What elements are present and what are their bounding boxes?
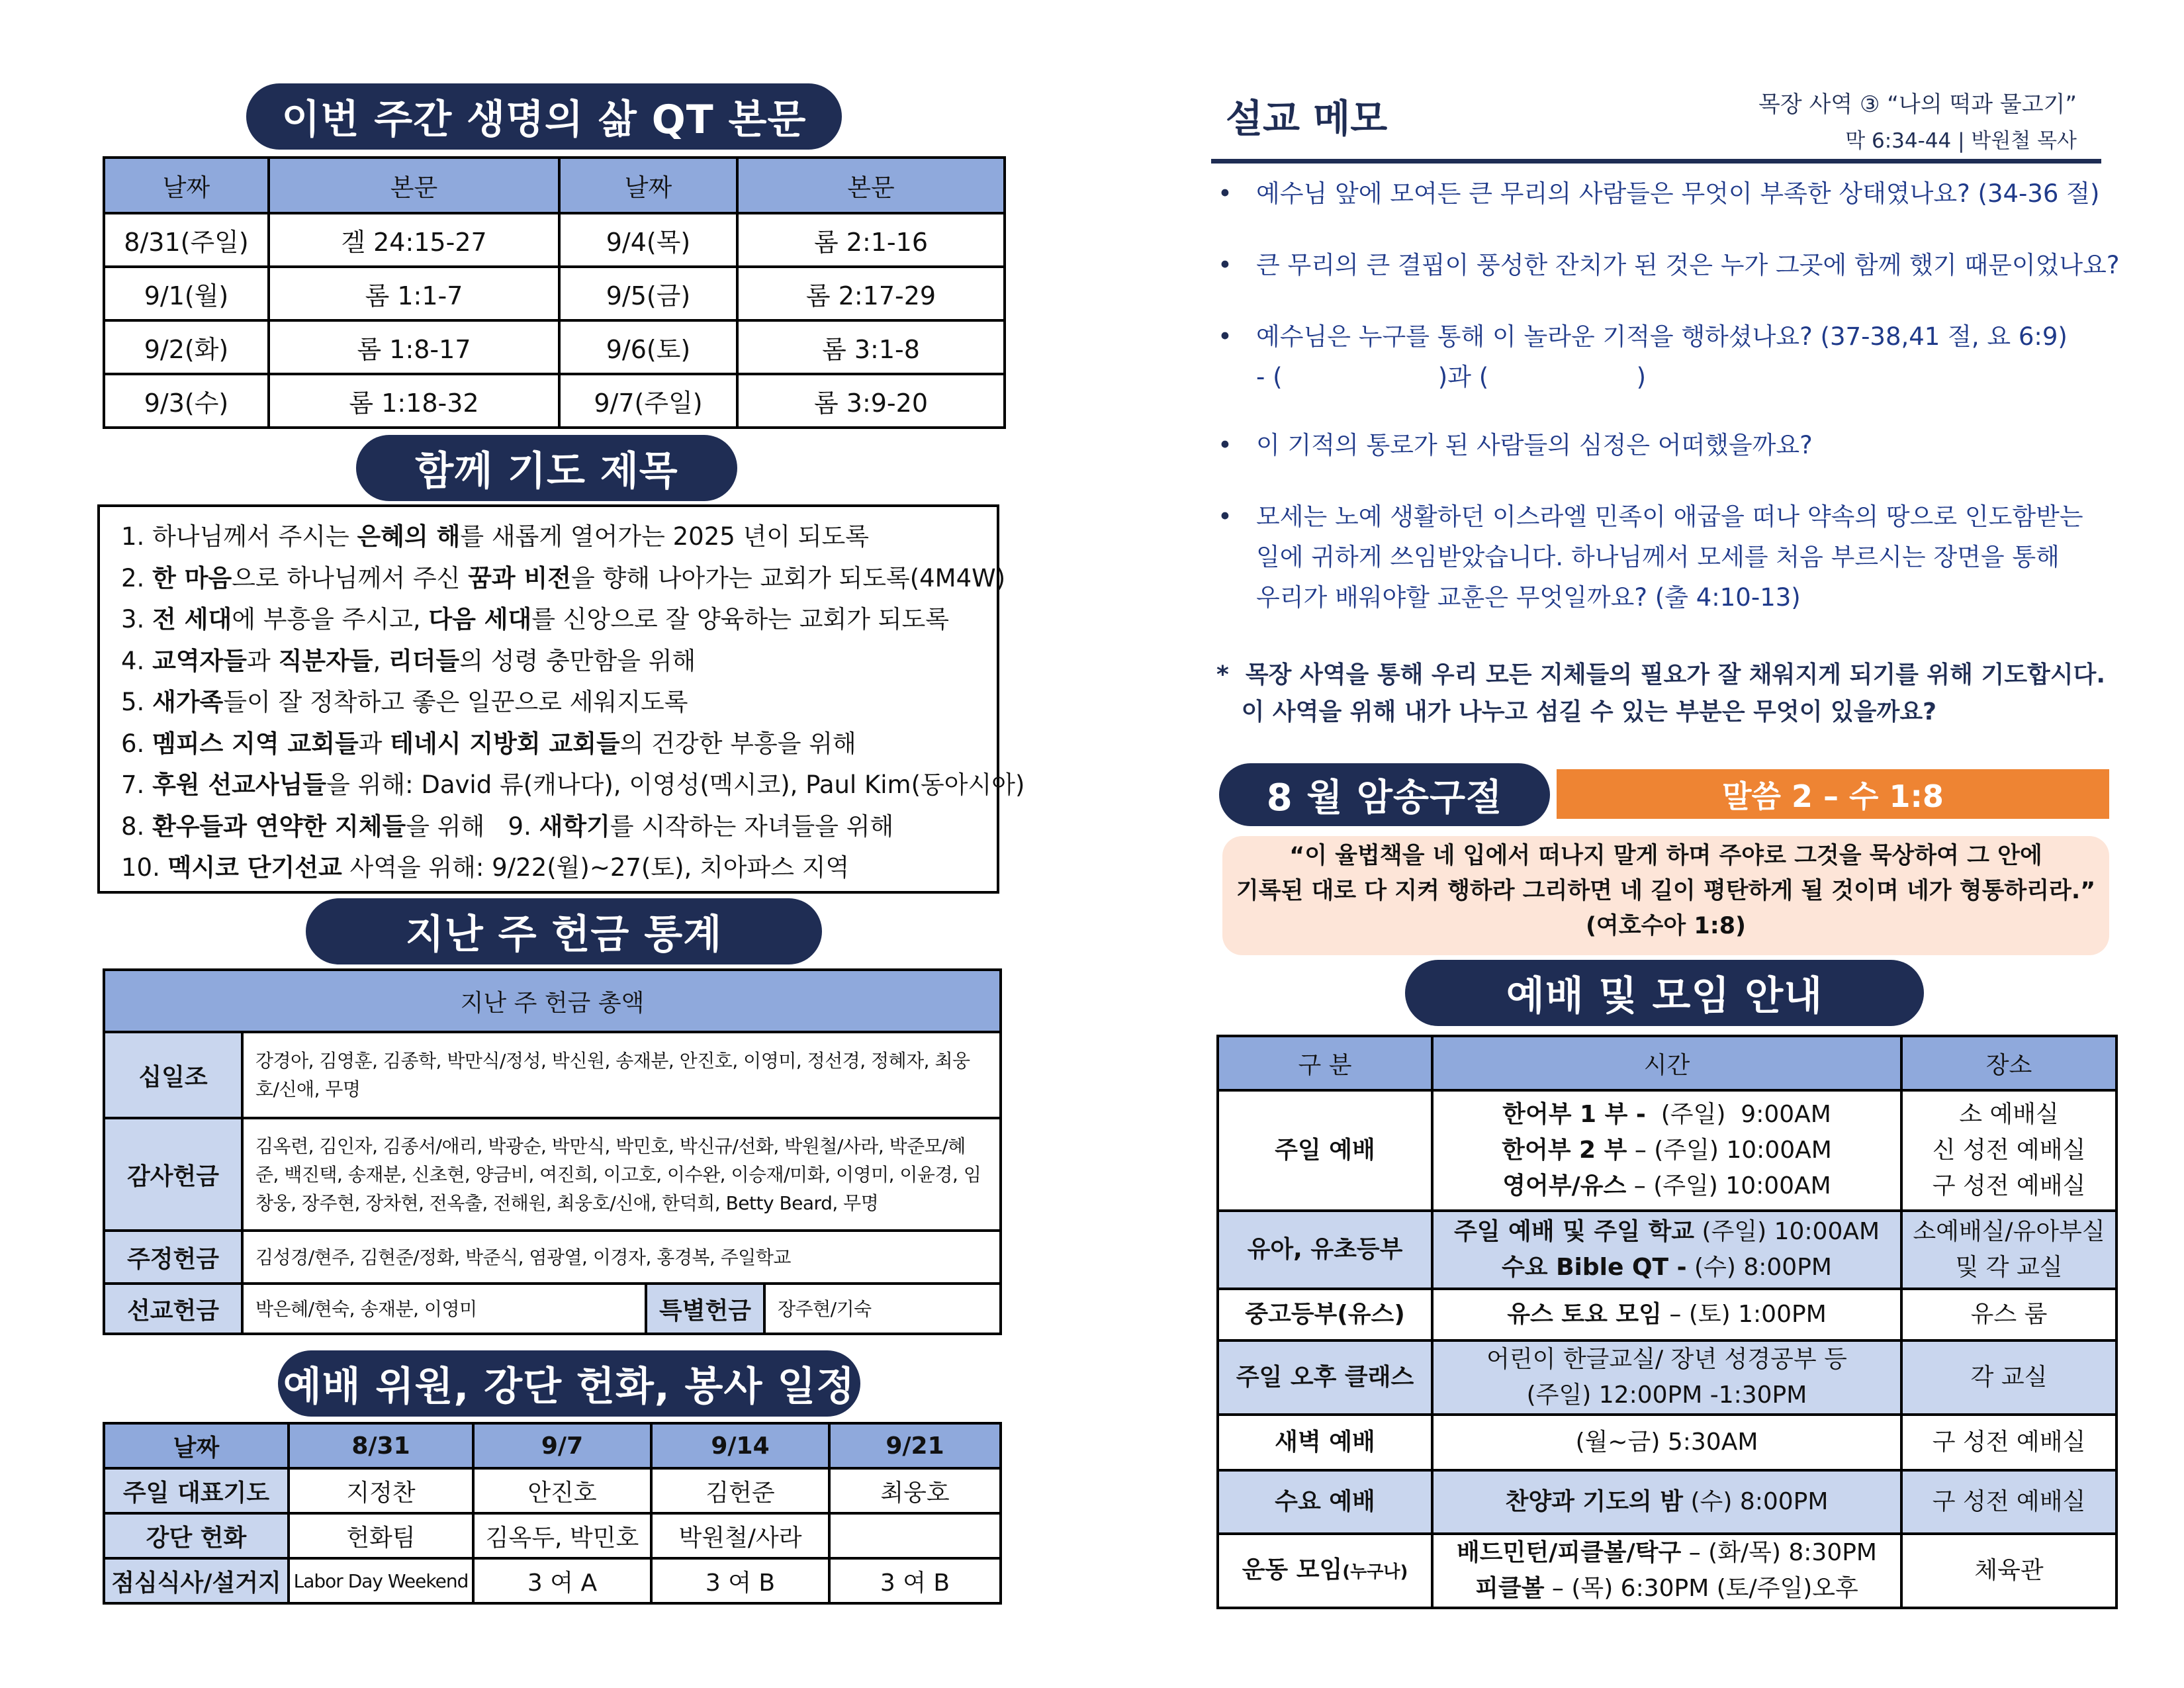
worship-label-text: 새벽 예배 (1275, 1429, 1375, 1456)
worship-place-line: 구 성전 예배실 (1932, 1172, 2086, 1199)
worship-label-text: 유아, 유초등부 (1247, 1236, 1403, 1263)
worship-header: 장소 (1901, 1036, 2116, 1090)
prayer-item (121, 599, 997, 641)
qt-cell: 롬 2:17-29 (737, 267, 1005, 320)
worship-label (1218, 1415, 1432, 1470)
prayer-text: 새학기 (539, 812, 610, 841)
worship-time-text: 어린이 한글교실/ 장년 성경공부 등 (1486, 1346, 1847, 1373)
table-row (104, 1558, 1001, 1603)
worship-label (1218, 1090, 1432, 1211)
table-row (1218, 1340, 2116, 1415)
worship-place (1901, 1470, 2116, 1534)
table-row (104, 1284, 1001, 1334)
worship-time-line (1433, 1297, 1900, 1333)
prayer-item (121, 641, 997, 682)
worship-time (1432, 1534, 1901, 1608)
prayer-item (121, 765, 1025, 806)
question-line: 예수님 앞에 모여든 큰 무리의 사람들은 무엇이 부족한 상태였나요? (34-36 절) (1256, 179, 2100, 208)
vol-cell: 3 여 B (651, 1558, 829, 1603)
prayer-text: 를 시작하는 자녀들을 위해 (610, 812, 894, 841)
prayer-text: 은혜의 해 (357, 522, 461, 551)
vol-header: 8/31 (289, 1423, 473, 1468)
worship-label (1218, 1470, 1432, 1534)
prayer-text: 6. (121, 729, 153, 758)
worship-place (1901, 1211, 2116, 1289)
prayer-text: 다음 세대 (428, 605, 532, 633)
qt-cell: 롬 1:8-17 (269, 320, 559, 374)
table-row (1218, 1534, 2116, 1608)
prayer-item (121, 516, 997, 558)
sermon-question (1218, 496, 2105, 618)
prayer-text: 직분자들 (278, 646, 373, 675)
memo-divider (1211, 159, 2101, 164)
prayer-list (97, 504, 1025, 894)
prayer-text: 테네시 지방회 교회들 (390, 729, 620, 758)
worship-time-text: 영어부/유스 (1502, 1172, 1627, 1199)
qt-cell: 8/31(주일) (104, 213, 269, 267)
table-row (1218, 1289, 2116, 1340)
prayer-text: 과 (358, 729, 390, 758)
qt-cell: 9/3(수) (104, 374, 269, 428)
prayer-text: 멕시코 단기선교 (167, 853, 342, 882)
worship-time-text: (수) 8:00PM (1686, 1254, 1832, 1281)
qt-cell: 롬 1:18-32 (269, 374, 559, 428)
tithe-names: 강경아, 김영훈, 김종학, 박만식/정성, 박신원, 송재분, 안진호, 이영미, 정선경, 정혜자, 최웅호/신애, 무명 (242, 1032, 1001, 1118)
worship-time-text: – (목) 6:30PM (토/주일)오후 (1544, 1575, 1858, 1602)
worship-time (1432, 1340, 1901, 1415)
verse-reference-bar: 말씀 2 – 수 1:8 (1557, 769, 2109, 819)
table-row (104, 267, 1005, 320)
table-row (1218, 1211, 2116, 1289)
worship-time (1432, 1289, 1901, 1340)
memo-note (1216, 657, 2105, 731)
qt-cell: 9/7(주일) (559, 374, 737, 428)
worship-time (1432, 1211, 1901, 1289)
prayer-text: 을 위해: David 류(캐나다), 이영성(멕시코), Paul Kim(동아시아) (326, 771, 1025, 799)
vol-cell: 박원철/사라 (651, 1513, 829, 1558)
worship-time-line (1433, 1378, 1900, 1413)
prayer-text: 1. 하나님께서 주시는 (121, 522, 357, 551)
mission-label: 선교헌금 (104, 1284, 242, 1334)
worship-place-line: 각 교실 (1970, 1364, 2048, 1391)
worship-label-text: 주일 오후 클래스 (1236, 1364, 1414, 1391)
thanks-label: 감사헌금 (104, 1118, 242, 1231)
worship-label-text: 중고등부(유스) (1245, 1301, 1405, 1328)
vol-cell: Labor Day Weekend (289, 1558, 473, 1603)
qt-header-row (104, 158, 1005, 213)
tithe-label: 십일조 (104, 1032, 242, 1118)
qt-cell: 9/4(목) (559, 213, 737, 267)
worship-time (1432, 1470, 1901, 1534)
table-row (104, 970, 1001, 1032)
vol-cell: 헌화팀 (289, 1513, 473, 1558)
qt-header: 날짜 (104, 158, 269, 213)
qt-cell: 롬 3:9-20 (737, 374, 1005, 428)
worship-time-text: (수) 8:00PM (1683, 1488, 1829, 1515)
question-line: 큰 무리의 큰 결핍이 풍성한 잔치가 된 것은 누가 그곳에 함께 했기 때문이었나요? (1256, 251, 2120, 279)
verse-line: 기록된 대로 다 지켜 행하라 그리하면 네 길이 평탄하게 될 것이며 네가 형통하리라.” (1236, 878, 2096, 904)
vol-cell: 최웅호 (829, 1468, 1001, 1513)
worship-time-text: – (화/목) 8:30PM (1681, 1539, 1877, 1566)
prayer-item (121, 847, 997, 889)
worship-time-text: 한어부 2 부 (1502, 1137, 1627, 1164)
sermon-question (1218, 245, 2120, 285)
volunteer-table (103, 1422, 1002, 1605)
question-line: 일에 귀하게 쓰임받았습니다. 하나님께서 모세를 처음 부르시는 장면을 통해 (1256, 543, 2060, 571)
table-row (1218, 1470, 2116, 1534)
prayer-text: 를 신앙으로 잘 양육하는 교회가 되도록 (531, 605, 949, 633)
worship-time-line (1433, 1535, 1900, 1571)
worship-place-line: 구 성전 예배실 (1932, 1429, 2086, 1456)
worship-place (1901, 1340, 2116, 1415)
verse-line: (여호수아 1:8) (1585, 913, 1747, 939)
worship-place-line: 유스 룸 (1970, 1301, 2048, 1328)
table-row (104, 1032, 1001, 1118)
qt-cell: 9/5(금) (559, 267, 737, 320)
thanks-names: 김옥련, 김인자, 김종서/애리, 박광순, 박만식, 박민호, 박신규/선화, 박원철/사라, 박준모/혜준, 백진택, 송재분, 신초현, 양금비, 여진희, 이고호, 이수완, 이승재/미화, 이영미, 이윤경, 임창웅, 장주현, 장차현, 전옥출, 전해원, 최웅호/신애, 한덕희, Betty Beard, 무명 (242, 1118, 1001, 1231)
worship-time-text: (주일) 12:00PM -1:30PM (1526, 1382, 1807, 1409)
weekly-label: 주정헌금 (104, 1231, 242, 1284)
sermon-question (1218, 173, 2105, 214)
prayer-text: 한 마음 (152, 563, 232, 592)
worship-time-line (1433, 1133, 1900, 1168)
verse-section-title: 8 월 암송구절 (1219, 763, 1550, 826)
worship-place-line: 소 예배실 (1959, 1101, 2059, 1128)
qt-header: 본문 (269, 158, 559, 213)
prayer-text: 환우들과 연약한 지체들 (152, 812, 406, 841)
worship-label-text: 운동 모임 (1242, 1556, 1343, 1583)
question-text (1256, 316, 2105, 397)
qt-cell: 롬 3:1-8 (737, 320, 1005, 374)
prayer-text: 을 위해 9. (406, 812, 539, 841)
worship-time-line (1433, 1342, 1900, 1378)
prayer-text: 을 향해 나아가는 교회가 되도록(4M4W) (571, 563, 1006, 592)
worship-time-text: – (주일) 10:00AM (1627, 1137, 1832, 1164)
worship-time-text: 피클볼 (1475, 1575, 1545, 1602)
prayer-text: 4. (121, 646, 153, 675)
qt-header: 날짜 (559, 158, 737, 213)
special-label: 특별헌금 (646, 1284, 764, 1334)
note-line: 이 사역을 위해 내가 나누고 섬길 수 있는 부분은 무엇이 있을까요? (1216, 698, 1936, 726)
worship-place-line: 신 성전 예배실 (1932, 1137, 2086, 1164)
prayer-text: 의 성령 충만함을 위해 (459, 646, 696, 675)
table-row (104, 1231, 1001, 1284)
worship-time-line (1433, 1484, 1900, 1520)
vol-header: 날짜 (104, 1423, 289, 1468)
vol-cell: 김헌준 (651, 1468, 829, 1513)
vol-cell: 3 여 B (829, 1558, 1001, 1603)
vol-row-label: 주일 대표기도 (104, 1468, 289, 1513)
worship-label-text: 수요 예배 (1275, 1488, 1375, 1515)
question-text (1256, 173, 2105, 214)
prayer-text: 멤피스 지역 교회들 (152, 729, 359, 758)
prayer-item (121, 806, 997, 848)
vol-cell (829, 1513, 1001, 1558)
qt-cell: 9/2(화) (104, 320, 269, 374)
table-row (1218, 1036, 2116, 1090)
table-row (104, 1513, 1001, 1558)
worship-place (1901, 1534, 2116, 1608)
offering-table (103, 968, 1002, 1335)
prayer-text: 교역자들 (152, 646, 248, 675)
question-line: 예수님은 누구를 통해 이 놀라운 기적을 행하셨나요? (37-38,41 절, 요 6:9) (1256, 322, 2068, 351)
vol-row-label: 점심식사/설거지 (104, 1558, 289, 1603)
prayer-text: 10. (121, 853, 168, 882)
table-row (1218, 1090, 2116, 1211)
worship-time (1432, 1090, 1901, 1211)
prayer-text: 의 건강한 부흥을 위해 (619, 729, 856, 758)
worship-time-text: (주일) 9:00AM (1645, 1101, 1831, 1128)
table-row (104, 320, 1005, 374)
prayer-text: 새가족 (152, 688, 224, 716)
qt-cell: 겔 24:15-27 (269, 213, 559, 267)
offering-total-header: 지난 주 헌금 총액 (104, 970, 1001, 1032)
worship-label (1218, 1211, 1432, 1289)
worship-place-line: 및 각 교실 (1955, 1254, 2063, 1281)
prayer-item (121, 682, 997, 724)
prayer-item (121, 558, 1006, 600)
vol-cell: 지정찬 (289, 1468, 473, 1513)
prayer-section-title: 함께 기도 제목 (356, 435, 737, 501)
table-row (104, 1468, 1001, 1513)
prayer-text: 5. (121, 688, 153, 716)
bullet-icon: • (1218, 502, 1232, 531)
qt-cell: 9/6(토) (559, 320, 737, 374)
bullet-icon: • (1218, 179, 1232, 208)
memo-title: 설교 메모 (1226, 96, 1388, 141)
mission-names: 박은혜/현숙, 송재분, 이영미 (242, 1284, 646, 1334)
worship-time-line (1433, 1571, 1900, 1607)
vol-header: 9/21 (829, 1423, 1001, 1468)
prayer-text: 으로 하나님께서 주신 (232, 563, 469, 592)
prayer-text: 리더들 (388, 646, 460, 675)
worship-time (1432, 1415, 1901, 1470)
question-line: 모세는 노예 생활하던 이스라엘 민족이 애굽을 떠나 약속의 땅으로 인도함받는 (1256, 502, 2083, 531)
prayer-text: 를 새롭게 열어가는 2025 년이 되도록 (460, 522, 870, 551)
note-line: * 목장 사역을 통해 우리 모든 지체들의 필요가 잘 채워지게 되기를 위해 기도합시다. (1216, 661, 2106, 688)
weekly-names: 김성경/현주, 김현준/정화, 박준식, 염광열, 이경자, 홍경복, 주일학교 (242, 1231, 1001, 1284)
volunteers-section-title: 예배 위원, 강단 헌화, 봉사 일정 (278, 1350, 860, 1417)
worship-time-text: – (토) 1:00PM (1661, 1301, 1827, 1328)
worship-label (1218, 1289, 1432, 1340)
worship-time-line (1433, 1425, 1900, 1460)
qt-header: 본문 (737, 158, 1005, 213)
vol-cell: 김옥두, 박민호 (473, 1513, 651, 1558)
worship-time-text: 유스 토요 모임 (1507, 1301, 1662, 1328)
vol-cell: 안진호 (473, 1468, 651, 1513)
table-row (104, 374, 1005, 428)
bullet-icon: • (1218, 431, 1232, 459)
worship-time-text: 주일 예배 및 주일 학교 (1453, 1218, 1695, 1245)
worship-time-line (1433, 1097, 1900, 1133)
worship-table (1216, 1035, 2118, 1609)
worship-time-line (1433, 1250, 1900, 1286)
offering-section-title: 지난 주 헌금 통계 (306, 898, 822, 964)
sermon-question (1218, 316, 2105, 397)
prayer-text: 후원 선교사님들 (152, 771, 327, 799)
prayer-text: 3. (121, 605, 153, 633)
special-names: 장주현/기숙 (764, 1284, 1001, 1334)
vol-cell: 3 여 A (473, 1558, 651, 1603)
qt-cell: 롬 1:1-7 (269, 267, 559, 320)
table-row (104, 213, 1005, 267)
worship-header: 구 분 (1218, 1036, 1432, 1090)
qt-table (103, 156, 1006, 429)
sermon-reference: 막 6:34-44 | 박원철 목사 (1845, 129, 2077, 153)
worship-place (1901, 1415, 2116, 1470)
prayer-text: 사역을 위해: 9/22(월)~27(토), 치아파스 지역 (341, 853, 850, 882)
worship-time-text: (월~금) 5:30AM (1575, 1429, 1758, 1456)
verse-line: “이 율법책을 네 입에서 떠나지 말게 하며 주야로 그것을 묵상하여 그 안에 (1289, 843, 2042, 869)
worship-time-text: 수요 Bible QT - (1502, 1254, 1687, 1281)
worship-place-line: 소예배실/유아부실 (1913, 1218, 2105, 1245)
worship-time-text: 찬양과 기도의 밤 (1505, 1488, 1684, 1515)
vol-header: 9/14 (651, 1423, 829, 1468)
bullet-icon: • (1218, 251, 1232, 279)
question-line: - ( )과 ( ) (1256, 363, 1647, 391)
prayer-text: 전 세대 (152, 605, 232, 633)
prayer-text: , (373, 646, 389, 675)
question-line: 이 기적의 통로가 된 사람들의 심정은 어떠했을까요? (1256, 431, 1813, 459)
table-row (1218, 1415, 2116, 1470)
prayer-text: 8. (121, 812, 153, 841)
worship-section-title: 예배 및 모임 안내 (1405, 960, 1924, 1026)
worship-header: 시간 (1432, 1036, 1901, 1090)
prayer-text: 7. (121, 771, 153, 799)
prayer-text: 2. (121, 563, 153, 592)
prayer-text: 에 부흥을 주시고, (232, 605, 429, 633)
qt-cell: 9/1(월) (104, 267, 269, 320)
worship-time-text: 배드민턴/피클볼/탁구 (1457, 1539, 1682, 1566)
worship-time-text: (주일) 10:00AM (1694, 1218, 1880, 1245)
worship-place (1901, 1289, 2116, 1340)
sermon-question (1218, 425, 2105, 465)
question-text (1256, 245, 2120, 285)
worship-time-text: – (주일) 10:00AM (1626, 1172, 1831, 1199)
worship-label-small: (누구나) (1342, 1562, 1408, 1582)
qt-section-title: 이번 주간 생명의 삶 QT 본문 (246, 83, 842, 150)
worship-time-text: 한어부 1 부 - (1502, 1101, 1646, 1128)
sermon-title: 목장 사역 ③ “나의 떡과 물고기” (1758, 91, 2077, 118)
bullet-icon: • (1218, 322, 1232, 351)
question-line: 우리가 배워야할 교훈은 무엇일까요? (출 4:10-13) (1256, 583, 1801, 612)
question-text (1256, 496, 2105, 618)
table-row (104, 1118, 1001, 1231)
worship-time-line (1433, 1214, 1900, 1250)
worship-place (1901, 1090, 2116, 1211)
prayer-item (121, 724, 997, 765)
worship-label-text: 주일 예배 (1275, 1137, 1375, 1164)
table-row (104, 1423, 1001, 1468)
verse-box (1222, 836, 2109, 955)
vol-header: 9/7 (473, 1423, 651, 1468)
prayer-text: 꿈과 비전 (468, 563, 572, 592)
worship-label (1218, 1340, 1432, 1415)
worship-time-line (1433, 1168, 1900, 1204)
prayer-text: 들이 잘 정착하고 좋은 일꾼으로 세워지도록 (223, 688, 688, 716)
worship-place-line: 구 성전 예배실 (1932, 1488, 2086, 1515)
worship-label (1218, 1534, 1432, 1608)
vol-row-label: 강단 헌화 (104, 1513, 289, 1558)
worship-place-line: 체육관 (1974, 1557, 2044, 1584)
question-text (1256, 425, 2105, 465)
qt-cell: 롬 2:1-16 (737, 213, 1005, 267)
prayer-text: 과 (247, 646, 279, 675)
